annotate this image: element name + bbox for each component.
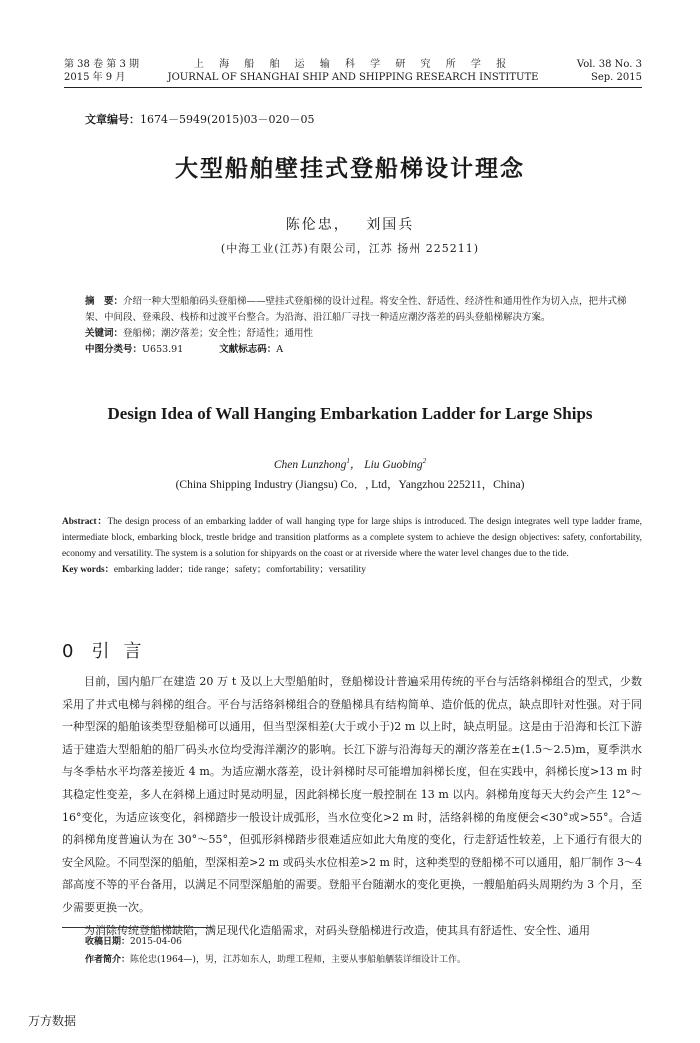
keywords-cn-label: 关键词： [85, 328, 124, 339]
clc-value: U653.91 [142, 344, 184, 355]
body-paragraph-1: 目前，国内船厂在建造 20 万 t 及以上大型船舶时，登船梯设计普遍采用传统的平台与活络斜梯组合的型式，少数采用了井式电梯与斜梯的组合。平台与活络斜梯组合的登船梯具有结构简单、造价低的优点，缺点即针对性强。对于同一种型深的船舶该类型登船梯可以通用，但当型深相差(大于或小于)2 m 以上时，缺点明显。这是由于沿海和长江下游适于建造大型船舶的船厂码头水位均受海洋潮汐的影响。长江下游与沿海每天的潮汐落差在±(1.5～2.5)m，夏季洪水与冬季枯水平均落差接近 4 m。为适应潮水落差，设计斜梯时尽可能增加斜梯长度，但在实践中，斜梯长度>13 m 时其稳定性变差，多人在斜梯上通过时晃动明显，因此斜梯长度一般控制在 13 m 以内。斜梯角度每天大约会产生 12°～16°变化，为适应该变化，斜梯踏步一般设计成弧形，当水位变化>2 m 时，活络斜梯的角度便会<30°或>55°。合适的斜梯角度普遍认为在 30°～55°，但弧形斜梯踏步很难适应如此大角度的变化，行走舒适性较差，上下通行有很大的安全风险。不同型深的船舶，型深相差>2 m 或码头水位相差>2 m 时，这种类型的登船梯不可以通用，船厂制作 3～4 部高度不等的平台备用，以满足不同型深船舶的需要。登船平台随潮水的变化更换，一艘船舶码头周期约为 3 个月，至少需要更换一次。 [62, 675, 642, 914]
keywords-en [62, 562, 642, 578]
doc-code-value: A [276, 344, 284, 355]
body-paragraph-2: 为消除传统登船梯缺陷，满足现代化造船需求，对码头登船梯进行改造，使其具有舒适性、安全性、通用 [84, 923, 590, 937]
affiliation-cn: (中海工业(江苏)有限公司，江苏 扬州 225211) [220, 242, 480, 255]
clc-label: 中图分类号： [85, 344, 143, 355]
author-bio [85, 951, 642, 969]
volume-cn: 第 38 卷 第 3 期 [64, 59, 139, 70]
abstract-en-label: Abstract： [62, 517, 108, 527]
author-en-2: Liu Guobing [364, 459, 423, 471]
authors-en [0, 456, 700, 472]
author-en-1-sup: 1 [346, 457, 350, 466]
article-number-value: 1674－5949(2015)03－020－05 [140, 113, 315, 126]
authors-cn: 陈伦忠， 刘国兵 [285, 217, 415, 233]
date-en: Sep. 2015 [591, 72, 642, 83]
section-heading [62, 637, 173, 663]
abstract-cn-text: 介绍一种大型船舶码头登船梯——壁挂式登船梯的设计过程。将安全性、舒适性、经济性和通用性作为切入点，把井式梯架、中间段、登乘段、栈桥和过渡平台整合。为沿海、沿江船厂寻找一种适应潮汐落差的码头登船梯解决方案。 [85, 296, 627, 323]
article-number-label: 文章编号： [85, 113, 140, 126]
volume-en: Vol. 38 No. 3 [576, 59, 642, 70]
date-cn: 2015 年 9 月 [64, 72, 126, 83]
body-text [62, 671, 642, 942]
section-number: 0 [62, 641, 74, 662]
title-en: Design Idea of Wall Hanging Embarkation Ladder for Large Ships [107, 404, 593, 423]
received-value: 2015-04-06 [130, 937, 182, 947]
header-right [577, 58, 642, 84]
journal-en: JOURNAL OF SHANGHAI SHIP AND SHIPPING RESEARCH INSTITUTE [167, 72, 539, 83]
abstract-en [62, 514, 642, 578]
keywords-cn-text: 登船梯；潮汐落差；安全性；舒适性；通用性 [123, 328, 314, 339]
abstract-cn-label: 摘 要： [85, 296, 124, 307]
received-date [85, 933, 642, 951]
author-en-separator: ， [349, 459, 362, 471]
author-en-1: Chen Lunzhong [273, 459, 347, 471]
abstract-en-paragraph [62, 514, 642, 562]
author-bio-text: 陈伦忠(1964—)，男，江苏如东人，助理工程师，主要从事船舶舾装详细设计工作。 [130, 955, 466, 965]
header-center [64, 58, 642, 84]
keywords-en-text: embarking ladder；tide range；safety；comfortability；versatility [113, 565, 366, 575]
running-header [64, 58, 642, 84]
author-bio-label: 作者简介： [85, 955, 131, 965]
received-label: 收稿日期： [85, 937, 131, 947]
header-rule [64, 87, 642, 88]
section-title: 引言 [91, 641, 156, 662]
footnotes [85, 933, 642, 969]
watermark: 万方数据 [28, 1014, 77, 1028]
abstract-cn [85, 294, 642, 358]
abstract-en-text: The design process of an embarking ladder of wall hanging type for large ships is introduced. The design integrates well type ladder frame, intermediate block, embarking block, trestle bridge and transition platforms as a complete system to achieve the design objectives: safety, confortability, economy and versatility. The system is a solution for shipyards on the coast or at riverside where the water level changes due to the tide. [62, 517, 642, 559]
footnote-rule [62, 927, 212, 928]
keywords-en-label: Key words： [62, 565, 114, 575]
journal-cn: 上 海 船 舶 运 输 科 学 研 究 所 学 报 [193, 59, 513, 70]
doc-code-label: 文献标志码： [219, 344, 277, 355]
keywords-cn [85, 326, 642, 342]
classification-line [85, 342, 642, 358]
author-en-2-sup: 2 [422, 457, 427, 466]
abstract-cn-paragraph [85, 294, 642, 326]
affiliation-en: (China Shipping Industry (Jiangsu) Co．, Ltd，Yangzhou 225211，China) [175, 479, 525, 491]
article-number [85, 111, 315, 127]
title-cn: 大型船舶壁挂式登船梯设计理念 [175, 156, 525, 182]
